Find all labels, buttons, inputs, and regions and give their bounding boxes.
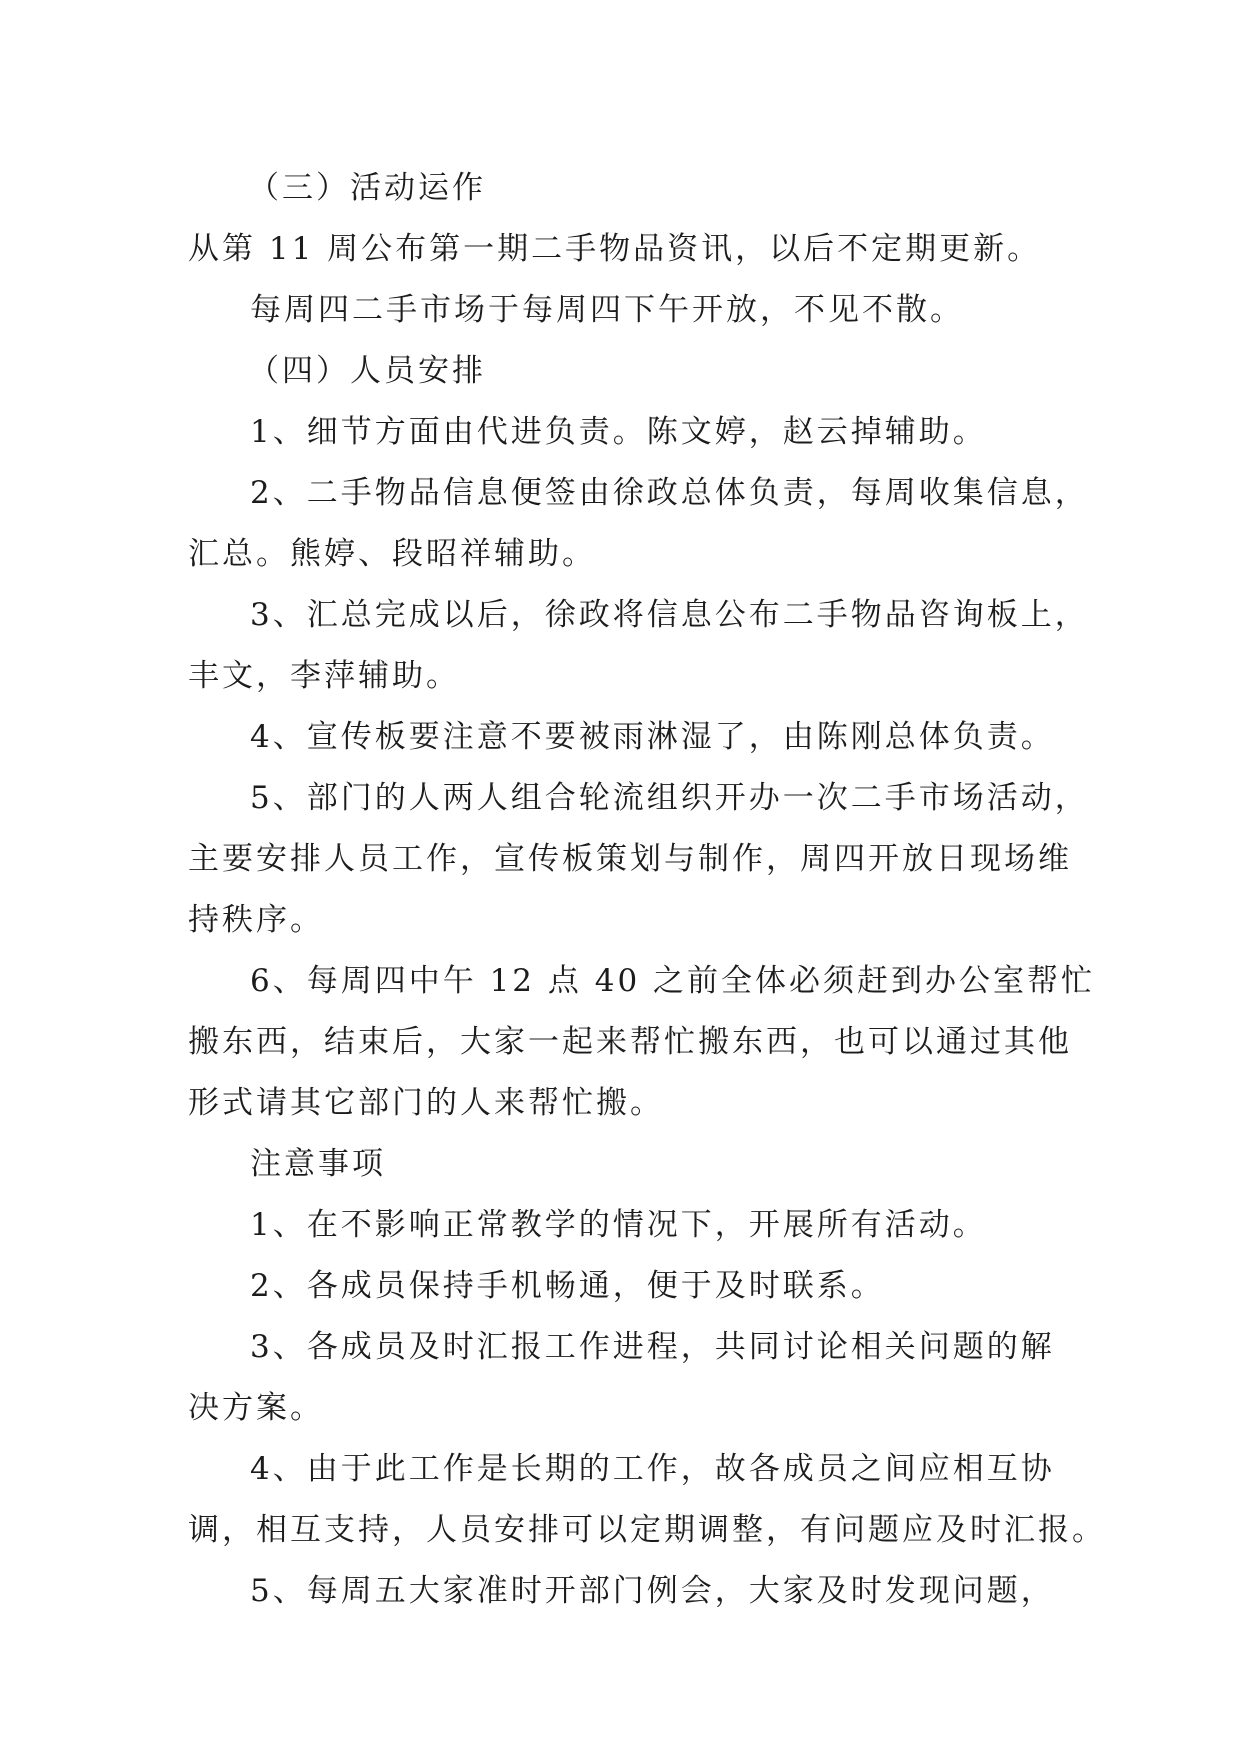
section-heading-activity: （三）活动运作 <box>248 170 486 206</box>
list-item: 2、各成员保持手机畅通，便于及时联系。 <box>250 1268 885 1304</box>
list-item: 1、在不影响正常教学的情况下，开展所有活动。 <box>250 1207 987 1243</box>
list-item: 1、细节方面由代进负责。陈文婷，赵云掉辅助。 <box>250 414 987 450</box>
list-item-continuation: 搬东西，结束后，大家一起来帮忙搬东西，也可以通过其他 <box>188 1024 1072 1060</box>
list-item: 5、部门的人两人组合轮流组织开办一次二手市场活动， <box>250 780 1089 816</box>
paragraph-line: 从第 11 周公布第一期二手物品资讯，以后不定期更新。 <box>188 231 1042 267</box>
list-item: 3、汇总完成以后，徐政将信息公布二手物品咨询板上， <box>250 597 1089 633</box>
list-item: 6、每周四中午 12 点 40 之前全体必须赶到办公室帮忙 <box>250 963 1096 999</box>
list-item-continuation: 持秩序。 <box>188 902 324 938</box>
list-item-continuation: 调，相互支持，人员安排可以定期调整，有问题应及时汇报。 <box>188 1512 1106 1548</box>
paragraph-line: 每周四二手市场于每周四下午开放，不见不散。 <box>250 292 964 328</box>
list-item: 3、各成员及时汇报工作进程，共同讨论相关问题的解 <box>250 1329 1055 1365</box>
list-item-continuation: 决方案。 <box>188 1390 324 1426</box>
section-heading-staffing: （四）人员安排 <box>248 353 486 389</box>
list-item-continuation: 丰文，李萍辅助。 <box>188 658 460 694</box>
list-item-continuation: 汇总。熊婷、段昭祥辅助。 <box>188 536 596 572</box>
list-item-continuation: 主要安排人员工作，宣传板策划与制作，周四开放日现场维 <box>188 841 1072 877</box>
list-item: 4、宣传板要注意不要被雨淋湿了，由陈刚总体负责。 <box>250 719 1055 755</box>
list-item: 2、二手物品信息便签由徐政总体负责，每周收集信息， <box>250 475 1089 511</box>
list-item-continuation: 形式请其它部门的人来帮忙搬。 <box>188 1085 664 1121</box>
list-item: 5、每周五大家准时开部门例会，大家及时发现问题， <box>250 1573 1055 1609</box>
section-heading-notes: 注意事项 <box>250 1146 386 1182</box>
document-body <box>188 158 1106 1622</box>
list-item: 4、由于此工作是长期的工作，故各成员之间应相互协 <box>250 1451 1055 1487</box>
